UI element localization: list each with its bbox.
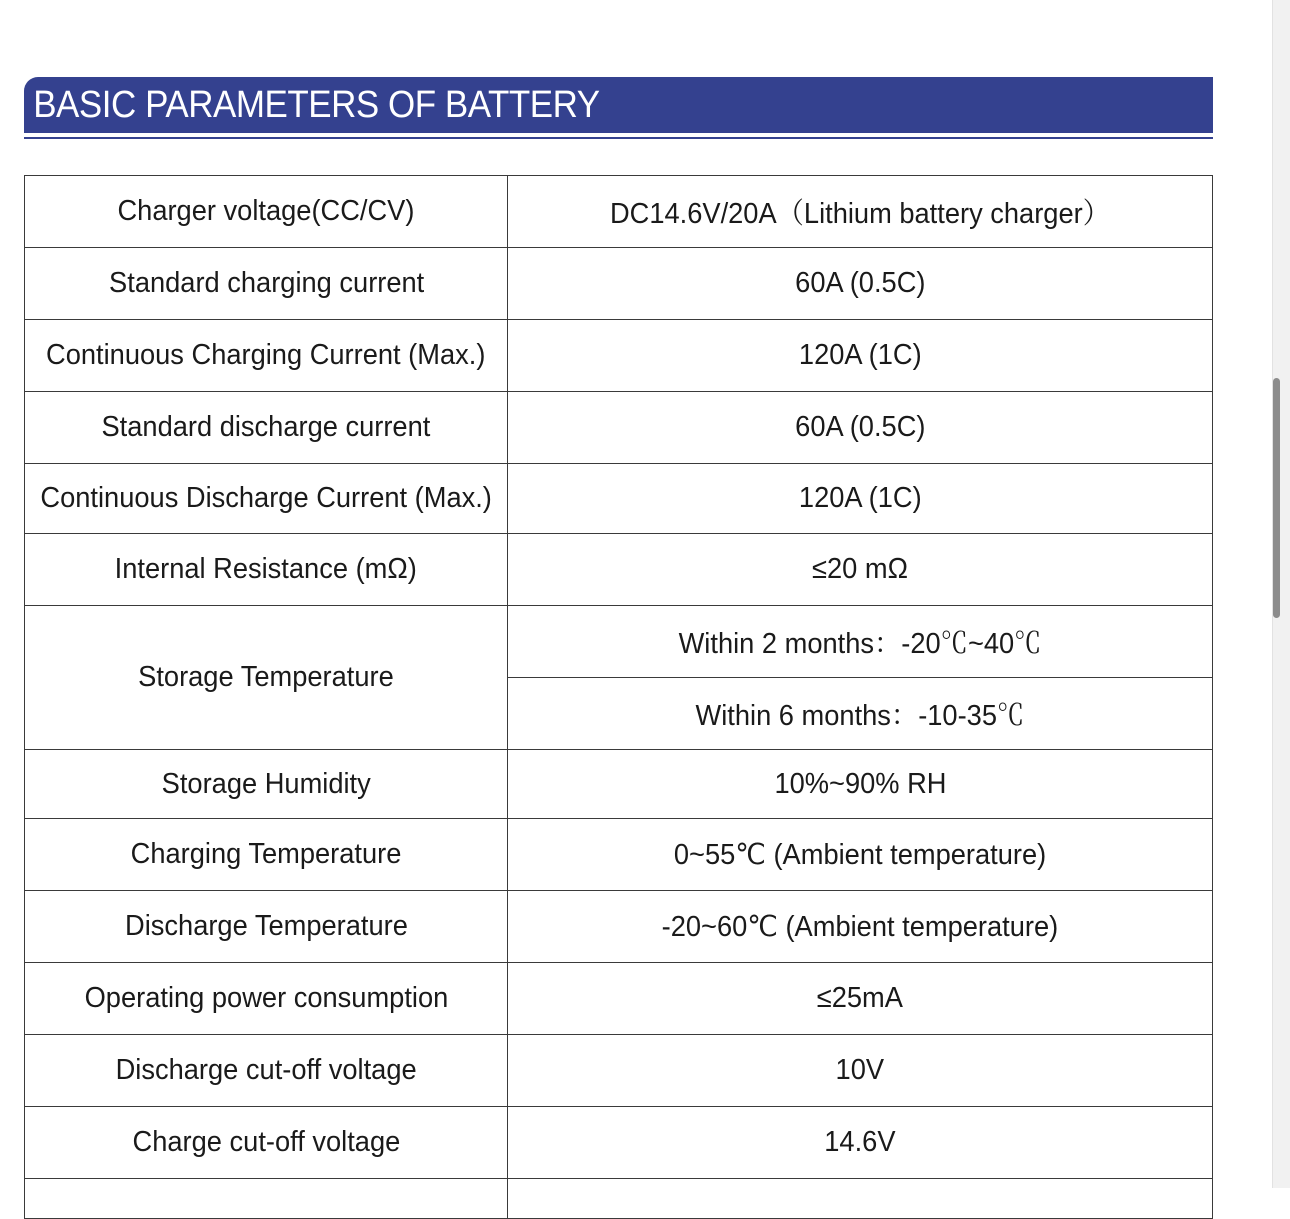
table-row — [25, 963, 1213, 1035]
param-value: DC14.6V/20A（Lithium battery charger） — [508, 176, 1213, 248]
table-row — [25, 819, 1213, 891]
param-value: ≤20 mΩ — [508, 534, 1213, 606]
param-value: 10V — [508, 1035, 1213, 1107]
param-label: Standard charging current — [25, 248, 508, 320]
param-label: Operating power consumption — [25, 963, 508, 1035]
section-title: BASIC PARAMETERS OF BATTERY — [33, 83, 600, 126]
table-row — [25, 606, 1213, 678]
param-value: 60A (0.5C) — [508, 392, 1213, 464]
param-label: Discharge cut-off voltage — [25, 1035, 508, 1107]
param-value: -20~60℃ (Ambient temperature) — [508, 891, 1213, 963]
param-value: 120A (1C) — [508, 320, 1213, 392]
param-value: 0~55℃ (Ambient temperature) — [508, 819, 1213, 891]
table-row — [25, 534, 1213, 606]
param-value: 120A (1C) — [508, 464, 1213, 534]
table-row — [25, 320, 1213, 392]
param-label: Storage Humidity — [25, 750, 508, 819]
param-value: 14.6V — [508, 1107, 1213, 1179]
table-row — [25, 392, 1213, 464]
table-row — [25, 891, 1213, 963]
param-label: Charging Temperature — [25, 819, 508, 891]
param-label: Charge cut-off voltage — [25, 1107, 508, 1179]
param-value — [508, 1179, 1213, 1219]
battery-parameters-table — [24, 175, 1213, 1219]
table-row — [25, 750, 1213, 819]
param-label: Continuous Discharge Current (Max.) — [25, 464, 508, 534]
title-underline — [24, 137, 1213, 139]
param-value: Within 2 months：-20℃~40℃ — [508, 606, 1213, 678]
table-row — [25, 1179, 1213, 1219]
table-row — [25, 248, 1213, 320]
table-row — [25, 1035, 1213, 1107]
param-label: Storage Temperature — [25, 606, 508, 750]
param-value: ≤25mA — [508, 963, 1213, 1035]
table-row — [25, 1107, 1213, 1179]
param-value: 10%~90% RH — [508, 750, 1213, 819]
table-row — [25, 464, 1213, 534]
param-label — [25, 1179, 508, 1219]
scrollbar-thumb[interactable] — [1273, 378, 1280, 618]
param-label: Internal Resistance (mΩ) — [25, 534, 508, 606]
table-row — [25, 176, 1213, 248]
param-label: Standard discharge current — [25, 392, 508, 464]
param-label: Discharge Temperature — [25, 891, 508, 963]
param-value: Within 6 months：-10-35℃ — [508, 678, 1213, 750]
section-title-bar — [24, 77, 1213, 133]
param-label: Continuous Charging Current (Max.) — [25, 320, 508, 392]
param-value: 60A (0.5C) — [508, 248, 1213, 320]
param-label: Charger voltage(CC/CV) — [25, 176, 508, 248]
